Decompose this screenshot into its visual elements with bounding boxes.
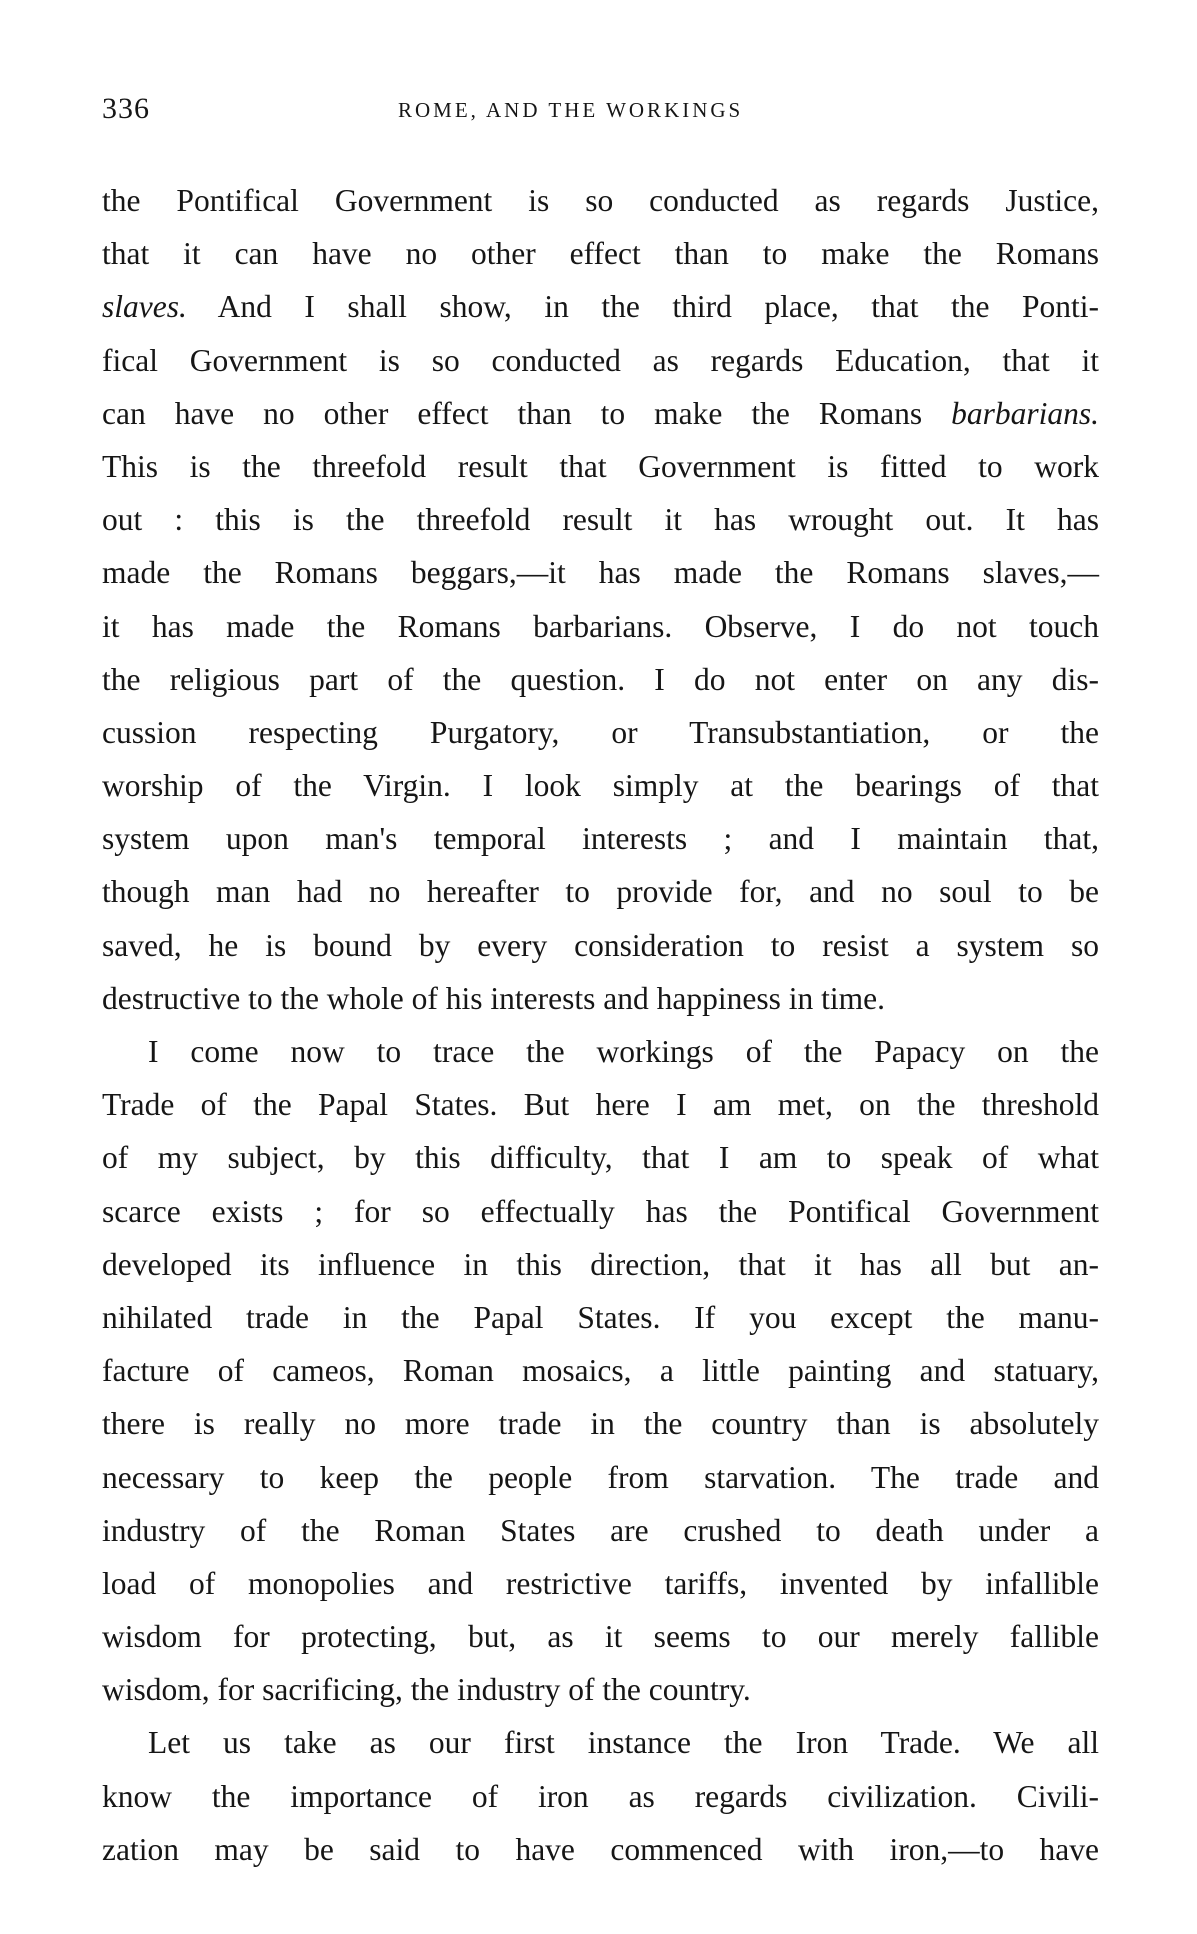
- text-line: can have no other effect than to make the Romans barbarians.: [102, 395, 1099, 431]
- text-line: Trade of the Papal States. But here I am met, on the threshold: [102, 1087, 1099, 1123]
- paragraph-start-line: Let us take as our first instance the Iron Trade. We all: [148, 1725, 1099, 1761]
- text-line: know the importance of iron as regards civilization. Civili-: [102, 1778, 1099, 1814]
- text-line: that it can have no other effect than to make the Romans: [102, 236, 1099, 272]
- text-line: saved, he is bound by every consideration to resist a system so: [102, 927, 1099, 963]
- text-line: out : this is the threefold result it has wrought out. It has: [102, 502, 1099, 538]
- paragraph-end-line: wisdom, for sacrificing, the industry of the country.: [102, 1672, 751, 1708]
- text-line: fical Government is so conducted as regards Education, that it: [102, 342, 1099, 378]
- text-line: cussion respecting Purgatory, or Transubstantiation, or the: [102, 714, 1099, 750]
- text-line: of my subject, by this difficulty, that I am to speak of what: [102, 1140, 1099, 1176]
- text-line: developed its influence in this direction, that it has all but an-: [102, 1246, 1099, 1282]
- running-head: ROME, AND THE WORKINGS: [398, 98, 744, 122]
- text-line: the Pontifical Government is so conducted as regards Justice,: [102, 183, 1099, 218]
- page-header: [102, 92, 1102, 132]
- text-line: load of monopolies and restrictive tariffs, invented by infallible: [102, 1565, 1099, 1601]
- text-line: necessary to keep the people from starvation. The trade and: [102, 1459, 1099, 1495]
- text-line: wisdom for protecting, but, as it seems to our merely fallible: [102, 1619, 1099, 1655]
- text-line: system upon man's temporal interests ; and I maintain that,: [102, 821, 1099, 857]
- text-line: it has made the Romans barbarians. Observe, I do not touch: [102, 608, 1099, 644]
- italic-word: slaves.: [102, 289, 187, 325]
- italic-word: barbarians.: [951, 395, 1099, 431]
- text-line: though man had no hereafter to provide for, and no soul to be: [102, 874, 1099, 910]
- body-text: [102, 174, 1099, 1876]
- text-line: zation may be said to have commenced with iron,—to have: [102, 1831, 1099, 1867]
- text-line: there is really no more trade in the country than is absolutely: [102, 1406, 1099, 1442]
- text-line: the religious part of the question. I do not enter on any dis-: [102, 661, 1099, 697]
- text-line: made the Romans beggars,—it has made the Romans slaves,—: [102, 555, 1099, 591]
- paragraph-start-line: I come now to trace the workings of the Papacy on the: [148, 1034, 1099, 1069]
- text-line: facture of cameos, Roman mosaics, a little painting and statuary,: [102, 1353, 1099, 1389]
- text-line: industry of the Roman States are crushed to death under a: [102, 1512, 1099, 1548]
- text-line: worship of the Virgin. I look simply at the bearings of that: [102, 768, 1099, 804]
- text-line: nihilated trade in the Papal States. If you except the manu-: [102, 1299, 1099, 1335]
- paragraph-end-line: destructive to the whole of his interests and happiness in time.: [102, 980, 885, 1016]
- text-line: This is the threefold result that Government is fitted to work: [102, 448, 1099, 484]
- text-line: slaves. And I shall show, in the third place, that the Ponti-: [102, 289, 1099, 325]
- page-number: 336: [102, 92, 150, 125]
- text-line: scarce exists ; for so effectually has the Pontifical Government: [102, 1193, 1099, 1229]
